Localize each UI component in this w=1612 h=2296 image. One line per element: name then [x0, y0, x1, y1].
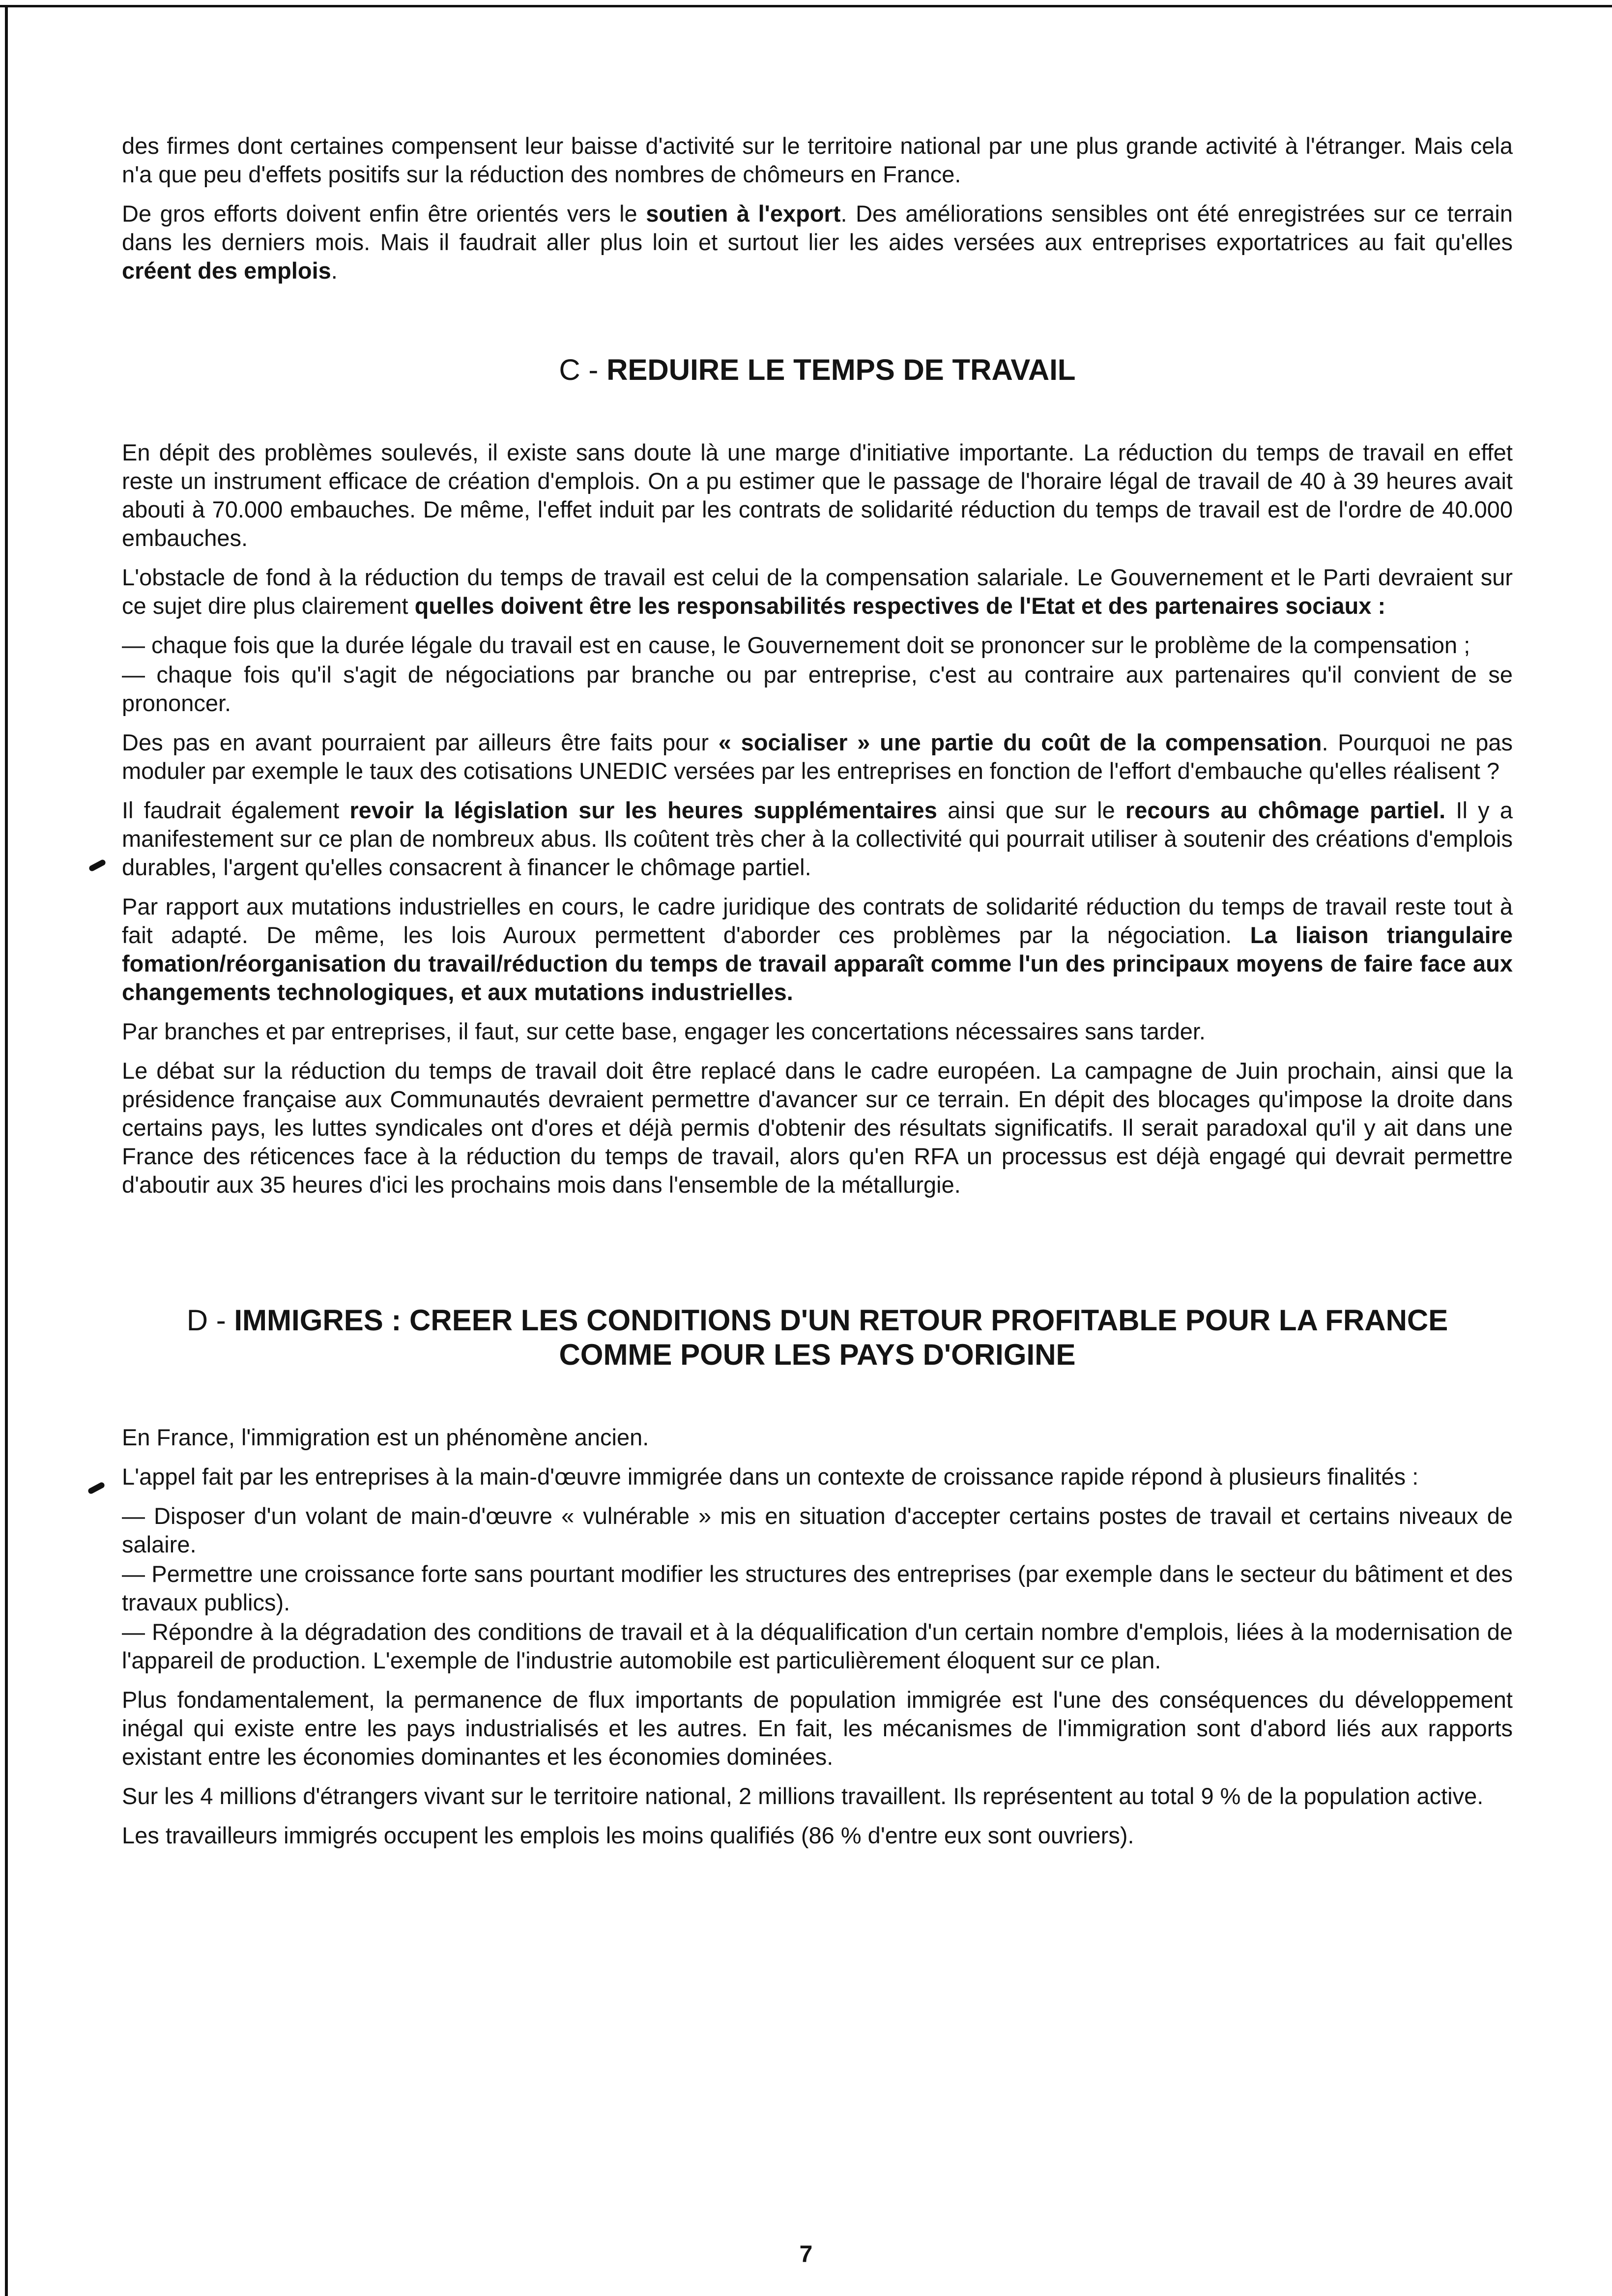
text-run: ainsi que sur le [937, 797, 1125, 823]
paragraph [122, 796, 1513, 882]
bold-text: La liaison triangulaire fomation/réorganisation du travail/réduction du temps de travail apparaît comme l'un des principaux moyens de faire face aux changements technologiques, et aux mutations industrielles. [122, 922, 1513, 1005]
text-run: L'obstacle de fond à la réduction du temps de travail est celui de la compensation salariale. Le Gouvernement et le Parti devraient sur ce sujet dire plus clairement [122, 564, 1513, 619]
paragraph [122, 563, 1513, 620]
paragraph [122, 1017, 1513, 1046]
section-c-body [122, 438, 1513, 1199]
page-border-top [0, 5, 1612, 7]
bullet-item [122, 631, 1513, 660]
section-title-line-1: IMMIGRES : CREER LES CONDITIONS D'UN RETOUR PROFITABLE POUR LA FRANCE [234, 1304, 1448, 1337]
text-run: En dépit des problèmes soulevés, il existe sans doute là une marge d'initiative importante. La réduction du temps de travail en effet reste un instrument efficace de création d'emplois. On a pu estimer que le passage de l'horaire légal de travail de 40 à 39 heures avait abouti à 70.000 embauches. De même, l'effet induit par les contrats de solidarité réduction du temps de travail est de l'ordre de 40.000 embauches. [122, 439, 1513, 551]
section-letter: C - [559, 353, 607, 386]
text-run: Il y a manifestement sur ce plan de nombreux abus. Ils coûtent très cher à la collectivité qui pourrait utiliser à soutenir des créations d'emplois durables, l'argent qu'elles consacrent à financer le chômage partiel. [122, 797, 1513, 880]
intro-paragraphs [122, 132, 1513, 285]
text-run: Les travailleurs immigrés occupent les emplois les moins qualifiés (86 % d'entre eux sont ouvriers). [122, 1822, 1134, 1848]
text-run: . [331, 258, 338, 284]
text-run: des firmes dont certaines compensent leur baisse d'activité sur le territoire national par une plus grande activité à l'étranger. Mais cela n'a que peu d'effets positifs sur la réduction des nombres de chômeurs en France. [122, 133, 1513, 187]
paragraph [122, 1821, 1513, 1850]
page-border-left [5, 5, 8, 2296]
bold-text: revoir la législation sur les heures supplémentaires [349, 797, 937, 823]
paragraph [122, 132, 1513, 189]
paragraph [122, 1423, 1513, 1452]
bold-text: « socialiser » une partie du coût de la compensation [718, 729, 1322, 755]
paragraph [122, 728, 1513, 785]
bullet-item [122, 660, 1513, 718]
paragraph [122, 1463, 1513, 1491]
text-run: — chaque fois que la durée légale du travail est en cause, le Gouvernement doit se prononcer sur le problème de la compensation ; [122, 632, 1470, 658]
paragraph [122, 200, 1513, 285]
paragraph [122, 1686, 1513, 1771]
margin-pen-mark [87, 1481, 105, 1494]
page-number: 7 [799, 2241, 813, 2267]
bullet-item [122, 1618, 1513, 1675]
margin-pen-mark [88, 859, 106, 872]
text-run: L'appel fait par les entreprises à la main-d'œuvre immigrée dans un contexte de croissance rapide répond à plusieurs finalités : [122, 1464, 1419, 1490]
text-run: Il faudrait également [122, 797, 350, 823]
text-run: — chaque fois qu'il s'agit de négociations par branche ou par entreprise, c'est au contraire aux partenaires qu'il convient de se prononcer. [122, 661, 1513, 716]
section-d-body [122, 1423, 1513, 1850]
text-run: — Disposer d'un volant de main-d'œuvre « vulnérable » mis en situation d'accepter certains postes de travail et certains niveaux de salaire. [122, 1503, 1513, 1557]
bold-text: recours au chômage partiel. [1125, 797, 1446, 823]
section-title-line-2: COMME POUR LES PAYS D'ORIGINE [559, 1338, 1076, 1371]
text-run: Par branches et par entreprises, il faut, sur cette base, engager les concertations nécessaires sans tarder. [122, 1018, 1206, 1044]
section-letter: D - [186, 1304, 234, 1337]
section-heading-d [122, 1303, 1513, 1372]
text-run: . Pourquoi ne pas moduler par exemple le taux des cotisations UNEDIC versées par les entreprises en fonction de l'effort d'embauche qu'elles réalisent ? [122, 729, 1513, 784]
text-run: — Répondre à la dégradation des conditions de travail et à la déqualification d'un certain nombre d'emplois, liées à la modernisation de l'appareil de production. L'exemple de l'industrie automobile est particulièrement éloquent sur ce plan. [122, 1619, 1513, 1673]
section-title-text: REDUIRE LE TEMPS DE TRAVAIL [606, 353, 1076, 386]
text-run: . Des améliorations sensibles ont été enregistrées sur ce terrain dans les derniers mois. Mais il faudrait aller plus loin et surtout lier les aides versées aux entreprises exportatrices au fait qu'elles [122, 201, 1513, 255]
text-run: En France, l'immigration est un phénomène ancien. [122, 1424, 649, 1450]
bullet-item [122, 1502, 1513, 1559]
bullet-item [122, 1560, 1513, 1617]
text-run: De gros efforts doivent enfin être orientés vers le [122, 201, 646, 227]
bold-text: soutien à l'export [646, 201, 841, 227]
text-run: Plus fondamentalement, la permanence de flux importants de population immigrée est l'une des conséquences du développement inégal qui existe entre les pays industrialisés et les autres. En fait, les mécanismes de l'immigration sont d'abord liés aux rapports existant entre les économies dominantes et les économies dominées. [122, 1687, 1513, 1770]
text-run: Par rapport aux mutations industrielles en cours, le cadre juridique des contrats de solidarité réduction du temps de travail reste tout à fait adapté. De même, les lois Auroux permettent d'aborder ces problèmes par la négociation. [122, 893, 1513, 948]
document-body [122, 132, 1513, 1861]
paragraph [122, 892, 1513, 1006]
bold-text: quelles doivent être les responsabilités respectives de l'Etat et des partenaires sociaux : [414, 593, 1386, 619]
text-run: Des pas en avant pourraient par ailleurs être faits pour [122, 729, 719, 755]
text-run: Sur les 4 millions d'étrangers vivant sur le territoire national, 2 millions travaillent. Ils représentent au total 9 % de la population active. [122, 1783, 1484, 1809]
section-heading-c [122, 353, 1513, 387]
text-run: Le débat sur la réduction du temps de travail doit être replacé dans le cadre européen. La campagne de Juin prochain, ainsi que la présidence française aux Communautés devraient permettre d'avancer sur ce terrain. En dépit des blocages qu'impose la droite dans certains pays, les luttes syndicales ont d'ores et déjà permis d'obtenir des résultats significatifs. Il serait paradoxal qu'il y ait dans une France des réticences face à la réduction du temps de travail, alors qu'en RFA un processus est déjà engagé qui devrait permettre d'aboutir aux 35 heures d'ici les prochains mois dans l'ensemble de la métallurgie. [122, 1058, 1513, 1198]
paragraph [122, 1057, 1513, 1199]
text-run: — Permettre une croissance forte sans pourtant modifier les structures des entreprises (par exemple dans le secteur du bâtiment et des travaux publics). [122, 1561, 1513, 1615]
paragraph [122, 1782, 1513, 1810]
bold-text: créent des emplois [122, 258, 331, 284]
paragraph [122, 438, 1513, 552]
